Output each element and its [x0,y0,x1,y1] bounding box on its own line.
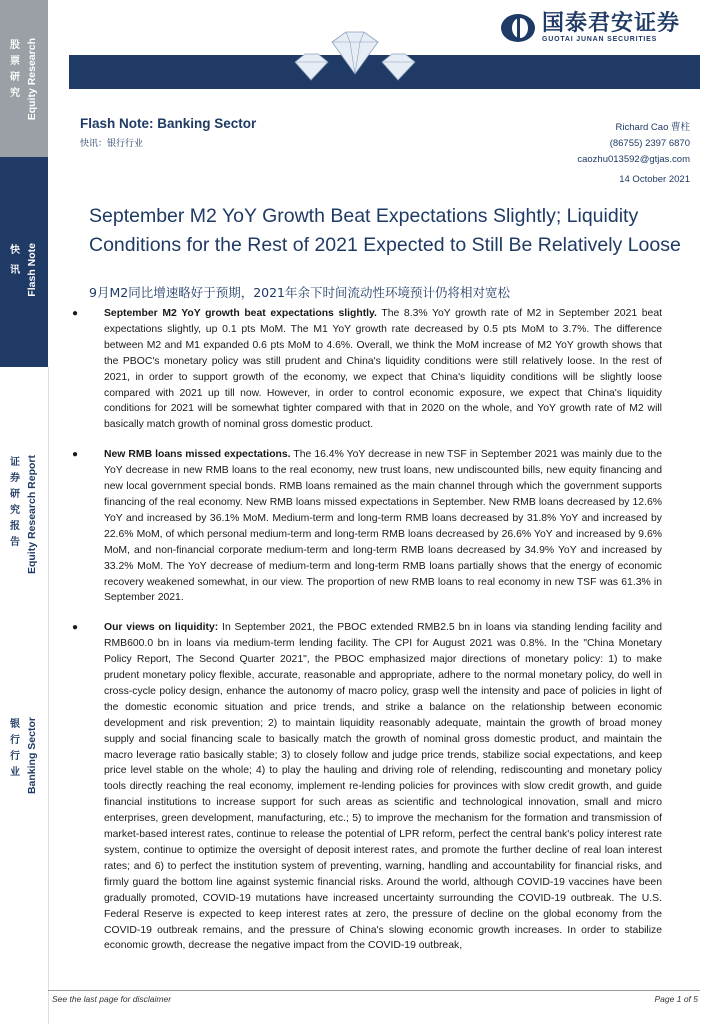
bullet-lead: Our views on liquidity: [104,622,219,634]
flash-note-subtitle: 快讯：银行行业 [80,139,144,149]
sidebar-char: 报 [10,521,20,532]
author-phone: (86755) 2397 6870 [609,138,690,149]
sidebar-char: 究 [10,88,20,99]
company-logo [500,12,680,43]
diamonds-decoration [290,22,420,90]
logo-text-cn: 国泰君安证券 [542,11,681,36]
diamond-icon [290,22,420,90]
sidebar-char: 票 [10,56,20,67]
footer-disclaimer[interactable]: See the last page for disclaimer [52,994,172,1004]
bullet-m2-growth [68,306,662,433]
sidebar-white-block [0,367,49,1024]
sidebar-equity-research-label [10,38,38,120]
sidebar-flash-note-label [10,243,38,297]
bullet-icon: ● [72,622,79,634]
sidebar-en-banking: Banking Sector [26,717,38,795]
sidebar-en-flash-note: Flash Note [26,243,38,297]
report-title: September M2 YoY Growth Beat Expectations Slightly; Liquidity Conditions for the Rest of 2021 Expected to Still Be Relatively Loose [89,205,681,256]
sidebar-en-report: Equity Research Report [26,455,38,575]
sidebar-char: 券 [10,473,20,484]
sidebar-char: 银 [10,719,20,730]
flash-note-title: Flash Note: Banking Sector [80,116,257,131]
bullet-text: In September 2021, the PBOC extended RMB2.5 bn in loans via standing lending facility and RMB600.0 bn in loans via medium-term lending facility. The CPI for August 2021 was 0.8%. In the "China Monetary Policy Report, The Second Quarter 2021", the PBOC emphasized major directions of monetary policy: 1) to make prudent monetary policy flexible, accurate, reasonable and appropriate, adhere to the normal monetary policy, do well in cross-cycle policy design, enhance the autonomy of macro policy, grasp well the intensity and pace of policies in light of the domestic economic situation and price trends, and strike a balance on the relationship between economic development and risk prevention; 2) to maintain liquidity reasonably adequate, maintain the growth of broad money supply and social financing scale to basically match the growth of nominal gross domestic product, and maintain the macro leverage ratio basically stable; 3) to closely follow and judge price trends, stabilize social expectations, and keep price level stable on the whole; 4) to play the hauling and driving role of relending, rediscounting and monetary policy tools directly reaching the real economy, implement re-lending policies for provinces with slow credit growth, and guide financial institutions to increase support for such areas as scientific and technological innovation, small and micro enterprises, green development, manufacturing, etc.; 5) to improve the mechanism for the formation and transmission of market-based interest rates, continue to release the potential of LPR reform, perfect the central bank's policy interest rate system, continue to optimize the oversight of deposit interest rates, and promote the further decline of real loan interest rates; and 6) to perfect the institution system of preventing, warning, handling and accountability for financial risks, and firmly guard the bottom line against systemic financial risks. Around the world, although COVID-19 vaccines have been gradually promoted, COVID-19 mutations have increased uncertainty surrounding the COVID-19 outbreak. The U.S. Federal Reserve is expected to keep interest rates at zero, the pressure of decline on the global economy from the COVID-19 outbreak remains, and the pressure of China's slowing economic growth increases. In order to stabilize economic growth, decrease the negative impact from the COVID-19 outbreak, [104,622,663,952]
page-number: Page 1 of 5 [654,994,698,1004]
bullet-icon: ● [72,308,79,319]
bullet-lead: September M2 YoY growth beat expectations slightly. [104,308,377,319]
sidebar-cn-flash-note [10,243,20,279]
bullet-rmb-loans [68,447,662,606]
sidebar-char: 业 [10,767,20,778]
author-name: Richard Cao 曹柱 [615,122,690,133]
bullet-liquidity-views [68,620,662,954]
sidebar-char: 研 [10,72,20,83]
author-info [577,120,690,188]
bullet-text: The 8.3% YoY growth rate of M2 in September 2021 beat expectations slightly, up 0.1 pts MoM. The M1 YoY growth rate decreased by 0.5 pts MoM to 3.7%. The difference between M2 and M1 expanded 0.6 pts MoM to 4.6%. Overall, we think the MoM increase of M2 YoY growth shows that the PBOC's monetary policy was still prudent and China's liquidity conditions were still relatively loose. In the rest of 2021, in order to support growth of the economy, we expect that China's liquidity conditions will be slightly loose compared with 2021 up till now. However, in order to control economic exposure, we expect that China's liquidity conditions for 2021 will be somewhat tighter compared with that in 2020 on the whole, and YoY growth rate of M2 will basically match growth of nominal gross domestic product. [104,308,662,431]
bullet-icon: ● [72,449,79,461]
report-body [68,306,662,968]
sidebar-cn-banking [10,717,20,781]
sidebar-flash-note-block [0,157,48,367]
sidebar-banking-label [10,717,38,794]
author-email[interactable]: caozhu013592@gtjas.com [577,154,690,165]
report-date: 14 October 2021 [619,174,690,185]
report-title-cn: 9月M2同比增速略好于预期，2021年余下时间流动性环境预计仍将相对宽松 [89,285,511,300]
sidebar-char: 讯 [10,265,20,276]
sidebar-char: 行 [10,751,20,762]
sidebar-cn-report [10,455,20,551]
sidebar-cn-equity-research [10,38,20,102]
sidebar-report-label [10,455,38,574]
sidebar-char: 告 [10,537,20,548]
sidebar-equity-research-block [0,0,48,157]
sidebar-char: 究 [10,505,20,516]
sidebar-char: 证 [10,457,20,468]
sidebar-char: 研 [10,489,20,500]
logo-text-en: GUOTAI JUNAN SECURITIES [542,36,658,43]
footer-divider [48,990,700,991]
sidebar [0,0,48,1024]
bullet-lead: New RMB loans missed expectations. [104,449,291,461]
gtja-logo-icon [500,13,536,43]
sidebar-char: 快 [10,245,20,256]
sidebar-char: 行 [10,735,20,746]
sidebar-en-equity-research: Equity Research [26,38,38,121]
bullet-text: The 16.4% YoY decrease in new TSF in September 2021 was mainly due to the YoY decrease in new RMB loans to the real economy, new trust loans, new undiscounted bills, new equity financing and new local government special bonds. RMB loans remained as the main channel through which the government supports financing of the real economy. New RMB loans missed expectations in September. New RMB loans decreased by 12.6% YoY and increased by 36.1% MoM. Medium-term and long-term RMB loans decreased by 31.8% YoY and increased by 22.6% MoM, of which personal medium-term and long-term RMB loans decreased by 26.6% YoY and increased by 9.6% MoM, and non-financial corporate medium-term and long-term RMB loans decreased by 34.9% YoY and increased by 33.2% MoM. The YoY decrease of medium-term and long-term RMB loans partially shows that the energy of economic recovery weakened somewhat, in our view. The proportion of new RMB loans to real economy in new TSF was 61.3% in September 2021. [104,449,662,604]
sidebar-char: 股 [10,40,20,51]
